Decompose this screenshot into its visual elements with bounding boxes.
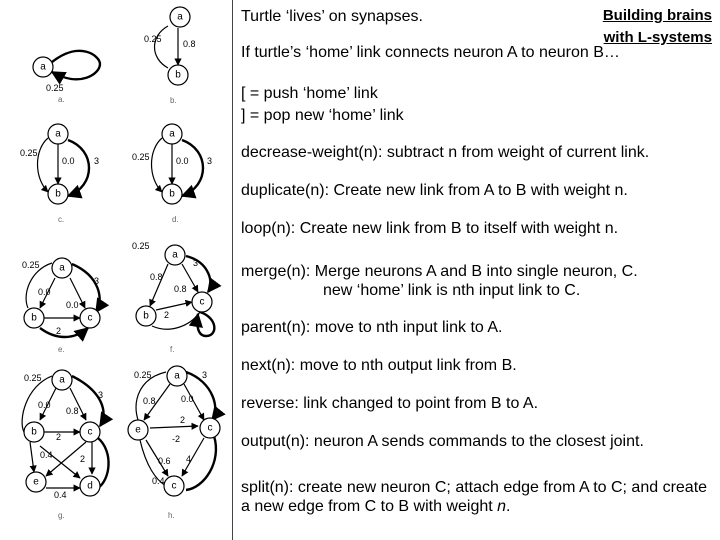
panel-caption: b. [170, 96, 177, 105]
edge-weight: 0.0 [181, 394, 194, 404]
edge-weight: 0.8 [143, 396, 156, 406]
edge-weight: 0.25 [132, 152, 150, 162]
edge-weight: 0.25 [144, 34, 162, 44]
pop-bracket-rule: ] = pop new ‘home’ link [241, 107, 404, 124]
edge-weight: 3 [202, 370, 208, 380]
edge [186, 256, 210, 292]
edge-weight: 3 [94, 276, 100, 286]
op-loop: loop(n): Create new link from B to itself with weight n. [241, 220, 619, 237]
reference-link[interactable]: Building brains with L-systems [602, 7, 712, 46]
op-duplicate: duplicate(n): Create new link from A to B with weight n. [241, 182, 628, 199]
node-label: a [177, 11, 183, 23]
edge-weight: 0.0 [38, 400, 51, 410]
op-reverse: reverse: link changed to point from B to A. [241, 395, 539, 412]
node-label: b [55, 188, 61, 200]
op-split-end: . [506, 498, 511, 515]
edge-weight: 0.4 [40, 450, 53, 460]
node-label: e [135, 424, 141, 436]
slide-title: Turtle ‘lives’ on synapses. [241, 8, 423, 25]
edge [155, 26, 169, 68]
edge-weight: 0.8 [150, 272, 163, 282]
node-label: b [143, 310, 149, 322]
edge-weight: 0.8 [183, 39, 196, 49]
edge-weight: 0.25 [22, 260, 40, 270]
node-label: a [169, 128, 175, 140]
node-label: a [174, 370, 180, 382]
edge [182, 140, 203, 196]
edge-weight: 3 [98, 390, 104, 400]
panel-h [128, 366, 220, 520]
edge [98, 438, 109, 488]
edge [150, 426, 198, 428]
panel-f [132, 241, 214, 354]
edge [30, 442, 34, 472]
op-next: next(n): move to nth output link from B. [241, 357, 517, 374]
panel-g [22, 370, 108, 520]
edge [152, 138, 163, 192]
edge-weight: 0.4 [54, 490, 67, 500]
panel-caption: f. [170, 345, 175, 354]
edge-weight: 2 [56, 326, 62, 336]
op-decrease-weight: decrease-weight(n): subtract n from weight of current link. [241, 144, 650, 161]
panel-caption: c. [58, 215, 65, 224]
edge-weight: 0.0 [176, 156, 189, 166]
edge-weight: 2 [164, 310, 170, 320]
node-label: a [59, 374, 65, 386]
edge-weight: 0.4 [152, 476, 165, 486]
edge [152, 312, 200, 329]
node-label: c [207, 422, 213, 434]
edge [156, 302, 192, 310]
edge-weight: 0.25 [134, 370, 152, 380]
panel-caption: e. [58, 345, 65, 354]
edge-weight: 0.0 [66, 300, 79, 310]
node-label: e [33, 476, 39, 488]
edge [197, 312, 214, 336]
edge-weight: 0.0 [62, 156, 75, 166]
edge-weight: 0.8 [66, 406, 79, 416]
op-merge [241, 262, 638, 300]
panel-caption: g. [58, 511, 65, 520]
op-merge-line1: merge(n): Merge neurons A and B into single neuron, C. [241, 263, 638, 280]
push-bracket-rule: [ = push ‘home’ link [241, 85, 378, 102]
edge-weight: 0.6 [158, 456, 171, 466]
node-label: b [175, 69, 181, 81]
edge-weight: 3 [207, 156, 213, 166]
panel-caption: d. [172, 215, 179, 224]
edge-weight: 2 [180, 415, 186, 425]
node-label: a [40, 61, 46, 73]
panel-caption: a. [58, 95, 65, 104]
panel-a [33, 51, 100, 104]
op-split-n: n [497, 498, 507, 515]
op-split-text: split(n): create new neuron C; attach edge from A to C; and create a new edge from C to B with weight [241, 479, 708, 515]
node-label: a [55, 128, 61, 140]
edge-weight: 3 [193, 258, 199, 268]
node-label: a [172, 249, 178, 261]
node-label: b [31, 426, 37, 438]
edge-weight: 2 [80, 454, 86, 464]
panel-e [22, 258, 100, 354]
node-label: c [171, 480, 177, 492]
node-label: c [199, 296, 205, 308]
edge-weight: -2 [172, 434, 181, 444]
node-label: c [87, 426, 93, 438]
edge-weight: 0.25 [24, 373, 42, 383]
op-output: output(n): neuron A sends commands to the closest joint. [241, 433, 644, 450]
edge-weight: 0.25 [132, 241, 150, 251]
edge-weight: 0.8 [174, 284, 187, 294]
edge-weight: 0.25 [46, 83, 64, 93]
edge-weight: 4 [186, 454, 192, 464]
neural-graph-figure [0, 0, 232, 540]
edge [68, 140, 89, 196]
edge-weight: 0.25 [20, 148, 38, 158]
op-split [241, 478, 711, 516]
edge [150, 264, 168, 306]
op-merge-line2: new ‘home’ link is nth input link to C. [323, 282, 581, 299]
edge-weight: 2 [56, 432, 62, 442]
node-label: a [59, 262, 65, 274]
node-label: c [87, 312, 93, 324]
panel-caption: h. [168, 511, 175, 520]
panel-d [132, 124, 212, 224]
edge [40, 328, 88, 337]
self-loop-edge [52, 51, 100, 79]
edge-weight: 0.0 [38, 287, 51, 297]
column-divider [232, 0, 233, 540]
node-label: b [169, 188, 175, 200]
intro-text: If turtle’s ‘home’ link connects neuron A to neuron B… [241, 44, 620, 61]
edge [38, 138, 49, 192]
op-parent: parent(n): move to nth input link to A. [241, 319, 503, 336]
panel-c [20, 124, 99, 224]
panel-b [144, 7, 196, 105]
node-label: b [31, 312, 37, 324]
node-label: d [87, 480, 93, 492]
edge-weight: 3 [94, 156, 100, 166]
